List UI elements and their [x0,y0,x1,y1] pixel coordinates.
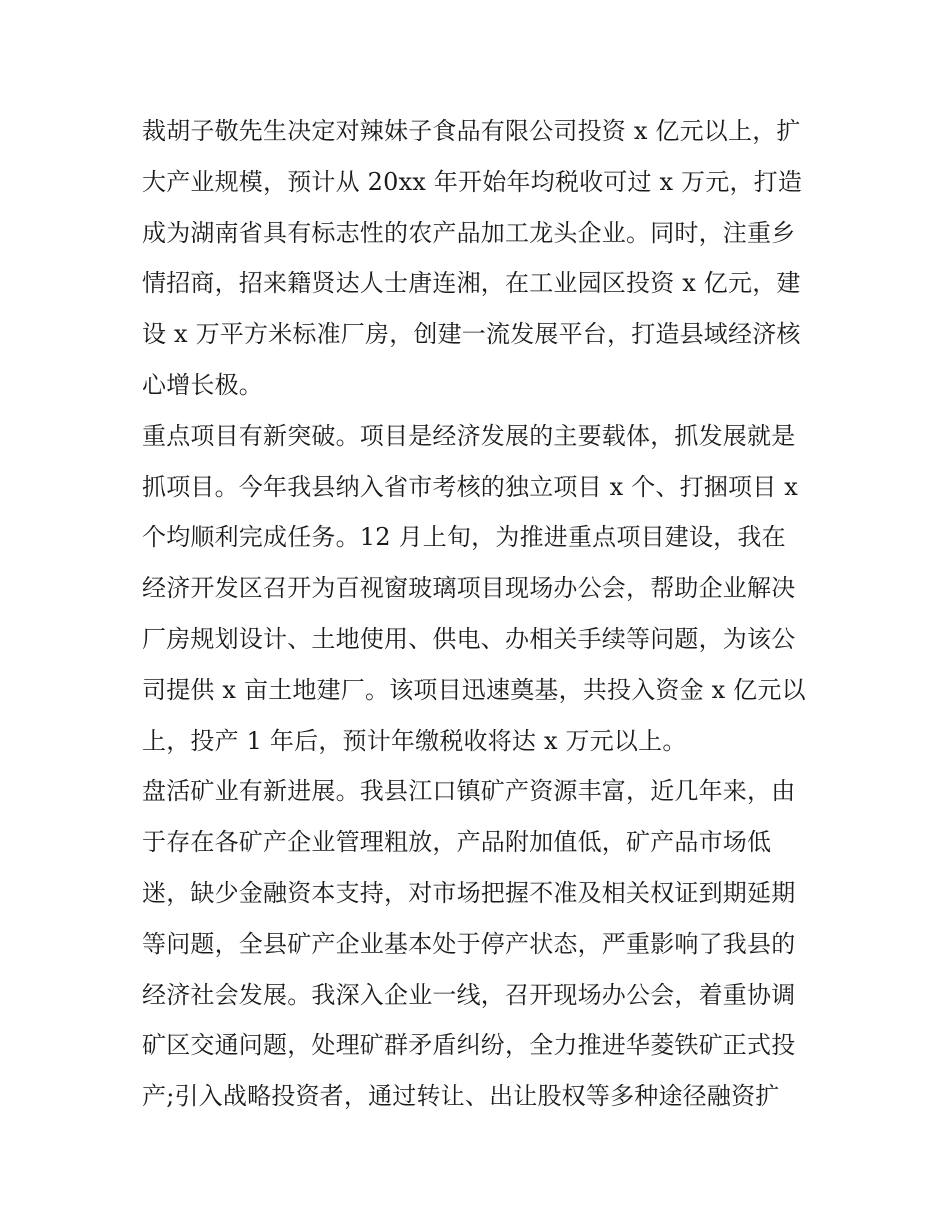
text-line: 等问题，全县矿产企业基本处于停产状态，严重影响了我县的 [142,929,796,958]
text-line: 厂房规划设计、土地使用、供电、办相关手续等问题，为该公 [142,624,796,653]
text-line: 经济社会发展。我深入企业一线，召开现场办公会，着重协调 [142,980,796,1009]
text-line: 上，投产 1 年后，预计年缴税收将达 x 万元以上。 [142,726,687,755]
text-line: 经济开发区召开为百视窗玻璃项目现场办公会，帮助企业解决 [142,574,796,603]
text-line: 重点项目有新突破。项目是经济发展的主要载体，抓发展就是 [142,421,796,450]
text-line: 产;引入战略投资者，通过转让、出让股权等多种途径融资扩 [142,1082,780,1111]
body-text [142,106,822,1122]
text-line: 大产业规模，预计从 20xx 年开始年均税收可过 x 万元，打造 [142,167,803,196]
text-line: 司提供 x 亩土地建厂。该项目迅速奠基，共投入资金 x 亿元以 [142,675,806,704]
text-line: 个均顺利完成任务。12 月上旬，为推进重点项目建设，我在 [142,523,786,552]
text-line: 情招商，招来籍贤达人士唐连湘，在工业园区投资 x 亿元，建 [142,269,801,298]
text-line: 成为湖南省具有标志性的农产品加工龙头企业。同时，注重乡 [142,218,796,247]
text-line: 盘活矿业有新进展。我县江口镇矿产资源丰富，近几年来，由 [142,777,796,806]
text-line: 设 x 万平方米标准厂房，创建一流发展平台，打造县域经济核 [142,320,801,349]
text-line: 矿区交通问题，处理矿群矛盾纠纷，全力推进华菱铁矿正式投 [142,1031,796,1060]
text-line: 心增长极。 [142,370,263,399]
text-line: 抓项目。今年我县纳入省市考核的独立项目 x 个、打捆项目 x [142,472,798,501]
text-line: 裁胡子敬先生决定对辣妹子食品有限公司投资 x 亿元以上，扩 [142,117,801,145]
text-line: 于存在各矿产企业管理粗放，产品附加值低，矿产品市场低 [142,828,772,857]
text-line: 迷，缺少金融资本支持，对市场把握不准及相关权证到期延期 [142,878,796,907]
